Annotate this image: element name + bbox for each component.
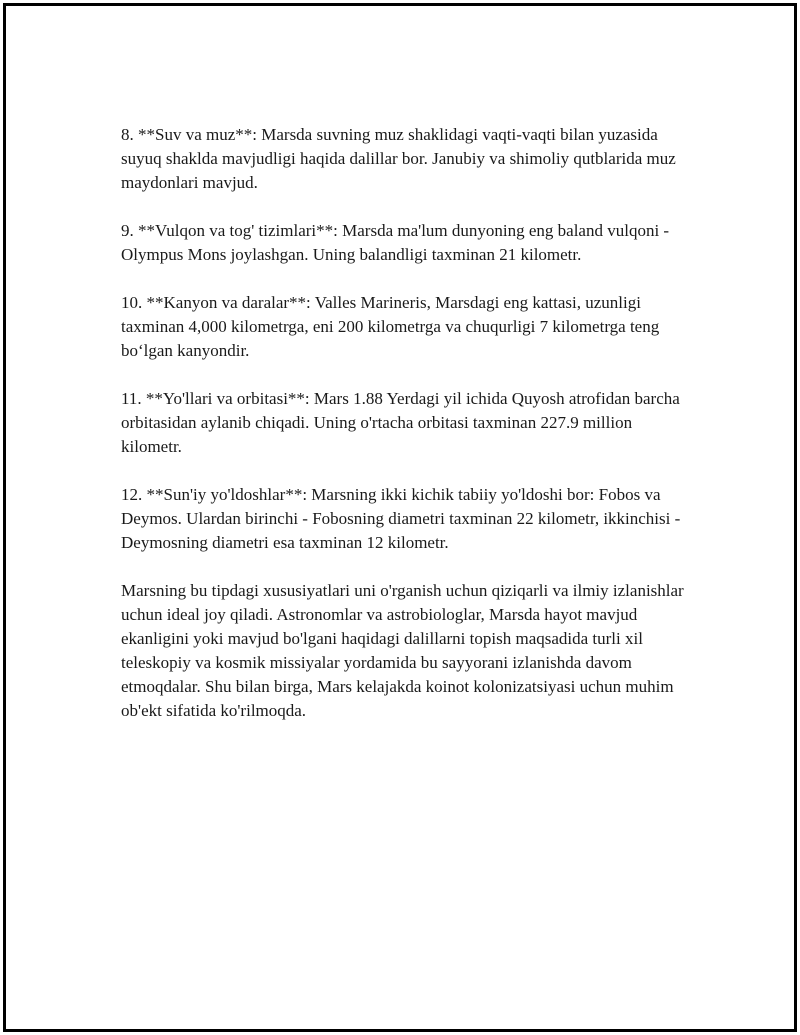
paragraph-water-ice: 8. **Suv va muz**: Marsda suvning muz shaklidagi vaqti-vaqti bilan yuzasida suyuq shaklda mavjudligi haqida dalillar bor. Janubiy va shimoliy qutblarida muz maydonlari mavjud. [121,125,676,192]
paragraph-canyons: 10. **Kanyon va daralar**: Valles Marineris, Marsdagi eng kattasi, uzunligi taxminan 4,000 kilometrga, eni 200 kilometrga va chuqurligi 7 kilometrga teng bo‘lgan kanyondir. [121,293,660,360]
paragraph-moons: 12. **Sun'iy yo'ldoshlar**: Marsning ikki kichik tabiiy yo'ldoshi bor: Fobos va Deymos. Ulardan birinchi - Fobosning diametri taxminan 22 kilometr, ikkinchisi - Deymosning diametri esa taxminan 12 kilometr. [121,485,681,552]
paragraph-orbit: 11. **Yo'llari va orbitasi**: Mars 1.88 Yerdagi yil ichida Quyosh atrofidan barcha orbitasidan aylanib chiqadi. Uning o'rtacha orbitasi taxminan 227.9 million kilometr. [121,389,680,456]
page-frame [3,3,797,1032]
paragraph-volcanoes: 9. **Vulqon va tog' tizimlari**: Marsda ma'lum dunyoning eng baland vulqoni - Olympus Mons joylashgan. Uning balandligi taxminan 21 kilometr. [121,221,670,264]
document-body [121,123,691,747]
paragraph-conclusion: Marsning bu tipdagi xususiyatlari uni o'rganish uchun qiziqarli va ilmiy izlanishlar uchun ideal joy qiladi. Astronomlar va astrobiologlar, Marsda hayot mavjud ekanligini yoki mavjud bo'lgani haqidagi dalillarni topish maqsadida turli xil teleskopiy va kosmik missiyalar yordamida bu sayyorani izlanishda davom etmoqdalar. Shu bilan birga, Mars kelajakda koinot kolonizatsiyasi uchun muhim ob'ekt sifatida ko'rilmoqda. [121,581,684,720]
